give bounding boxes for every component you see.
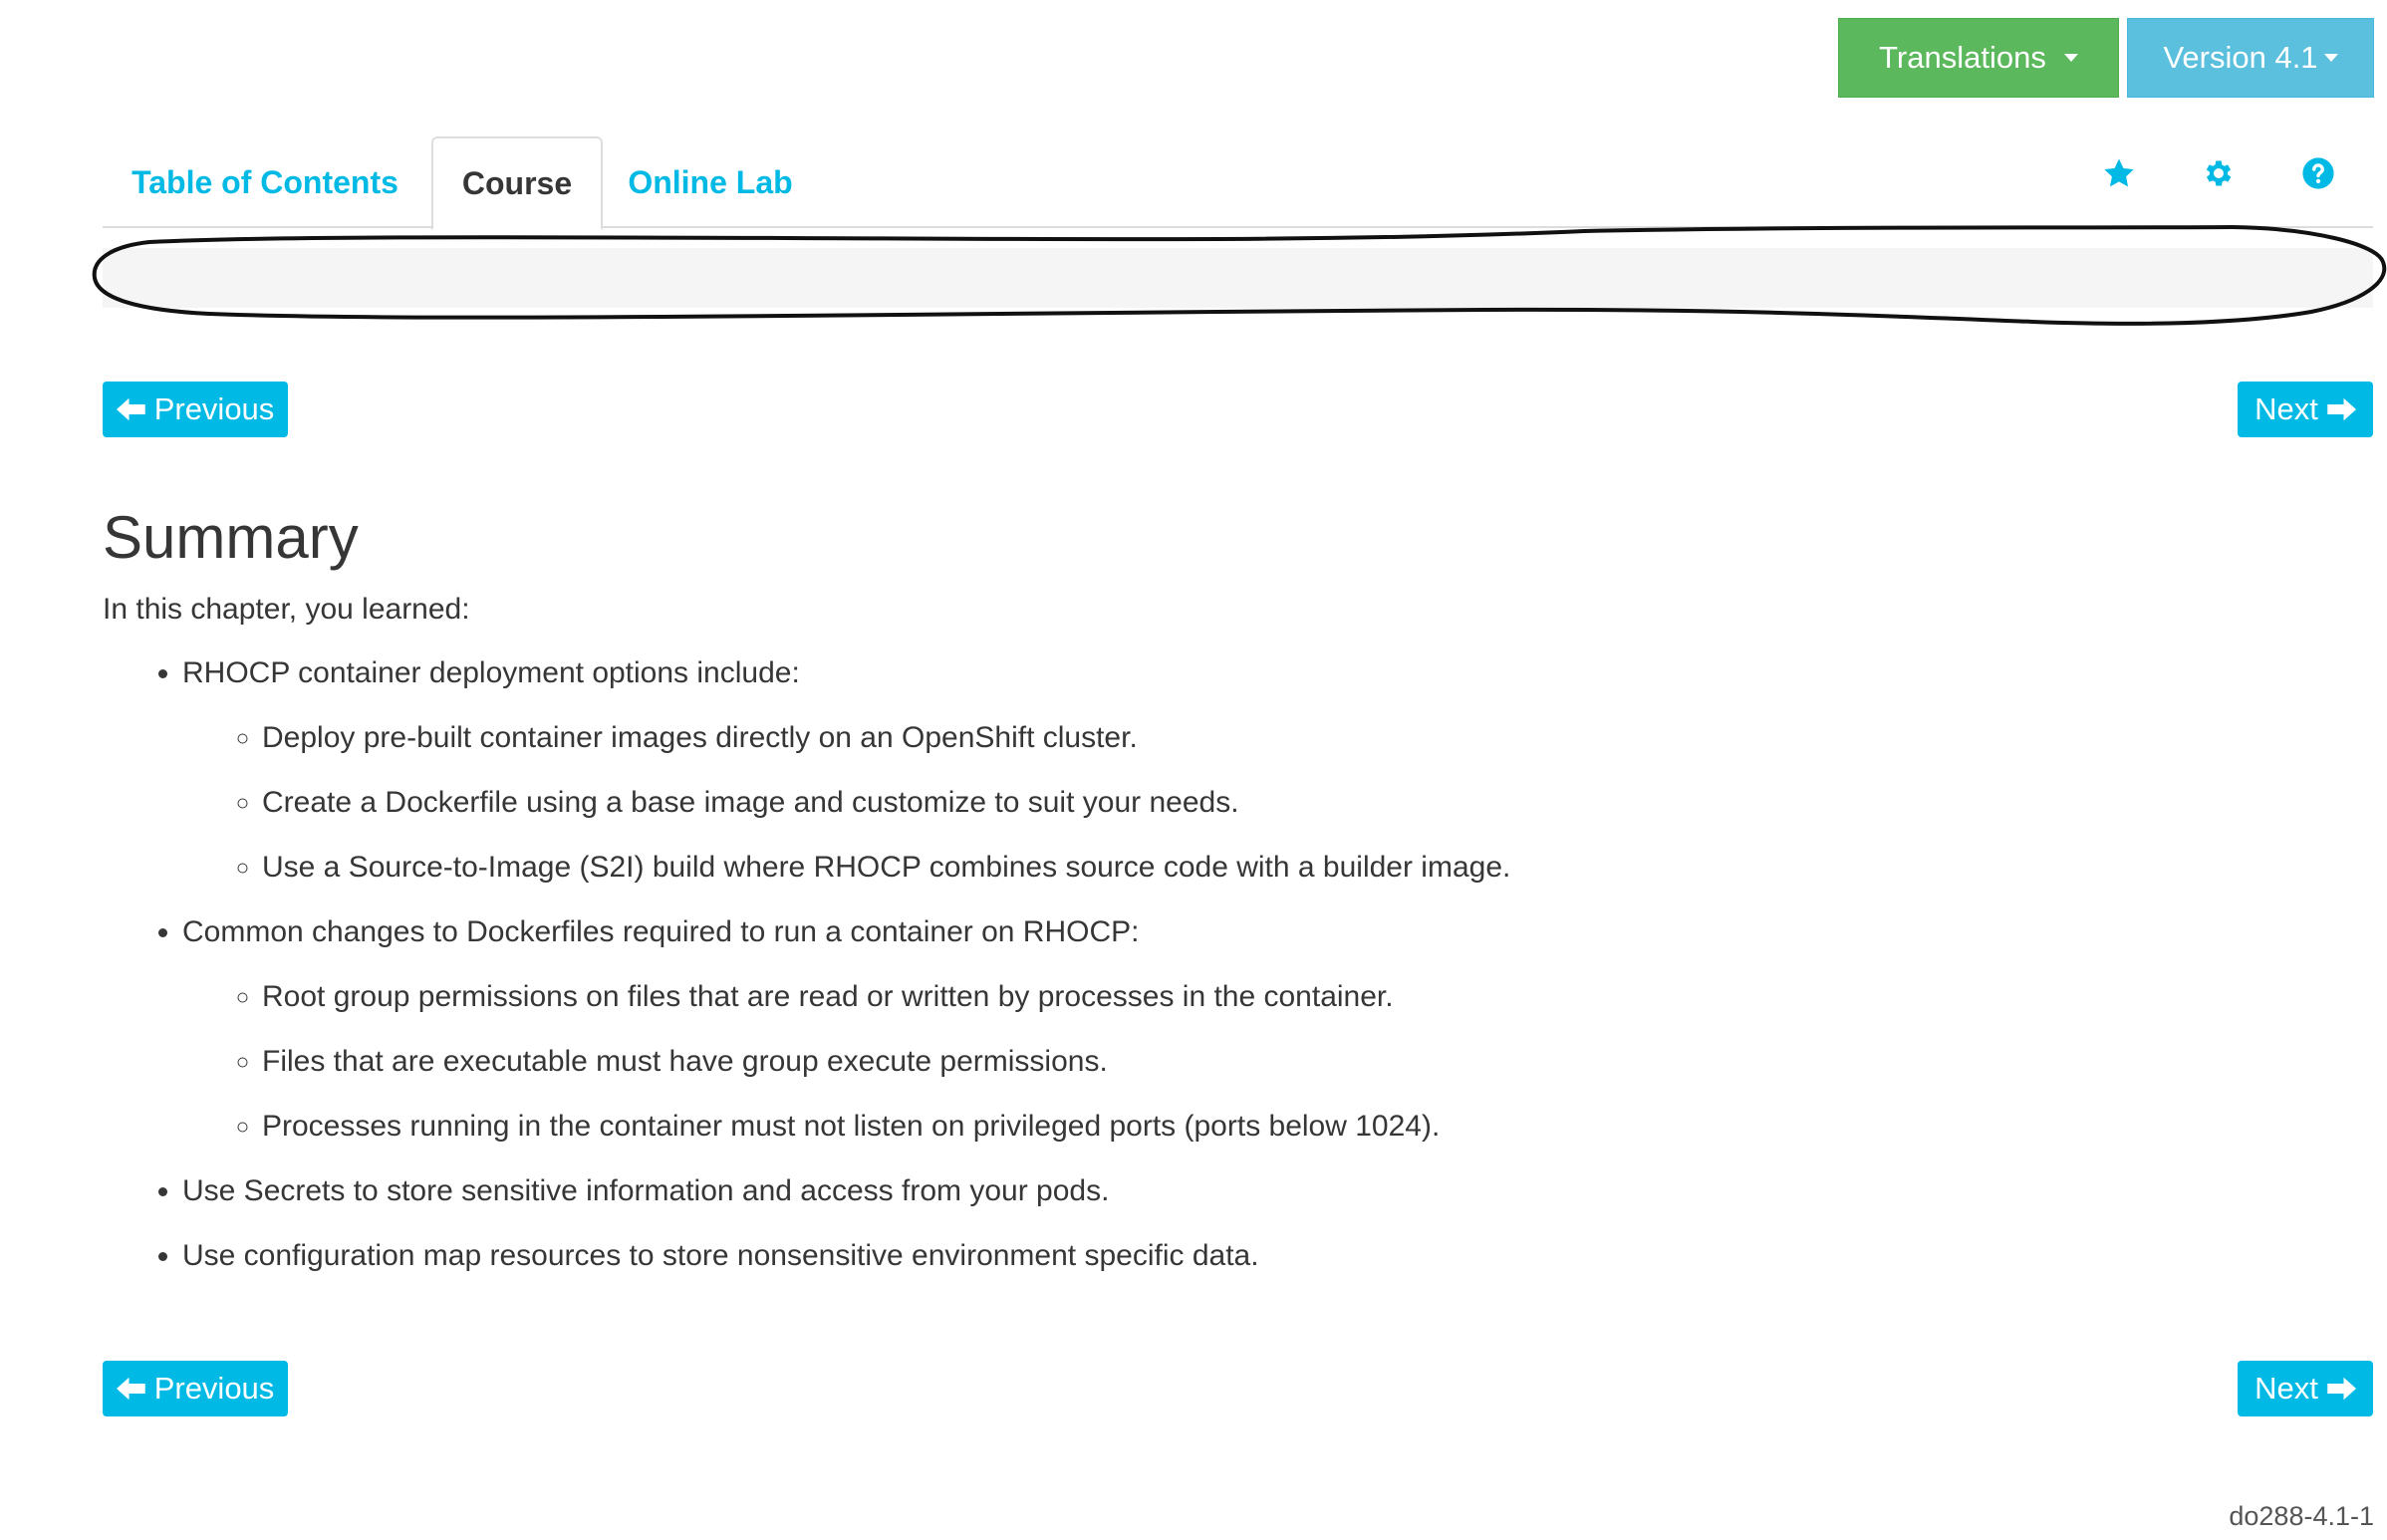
- list-item: [182, 1236, 2294, 1276]
- translations-label: Translations: [1879, 40, 2046, 75]
- next-button[interactable]: [2238, 1361, 2373, 1416]
- tab-label: Table of Contents: [132, 163, 398, 200]
- previous-button[interactable]: [103, 382, 288, 437]
- redaction-scribble: [90, 214, 2387, 339]
- version-label: Version 4.1: [2163, 40, 2318, 75]
- sub-list-item: ◦ Files that are executable must have group execute permissions.: [262, 1042, 2294, 1082]
- next-label: Next: [2254, 391, 2318, 426]
- list-item: [182, 1171, 2294, 1211]
- gear-icon[interactable]: [2200, 154, 2238, 192]
- version-dropdown[interactable]: [2127, 18, 2374, 98]
- next-button[interactable]: [2238, 382, 2373, 437]
- course-code: do288-4.1-1: [2229, 1500, 2374, 1531]
- previous-label: Previous: [153, 391, 275, 426]
- list-item: [182, 912, 2294, 1147]
- page-title: Summary: [103, 504, 359, 571]
- tab-label: Online Lab: [628, 163, 793, 200]
- list-item-text: RHOCP container deployment options include:: [182, 656, 800, 689]
- sub-list-item: ◦ Root group permissions on files that are read or written by processes in the container.: [262, 977, 2294, 1017]
- previous-label: Previous: [153, 1371, 275, 1406]
- arrow-left-icon: [117, 396, 146, 422]
- star-icon[interactable]: [2100, 154, 2138, 192]
- question-icon[interactable]: [2299, 154, 2337, 192]
- list-item: [182, 653, 2294, 888]
- main-content: [103, 498, 2294, 1301]
- sub-list-item: ◦ Create a Dockerfile using a base image and customize to suit your needs.: [262, 783, 2294, 823]
- tab-label: Course: [461, 164, 573, 201]
- caret-down-icon: [2324, 54, 2338, 62]
- intro-text: In this chapter, you learned:: [103, 593, 470, 626]
- sub-list: [182, 977, 2294, 1147]
- list-item-text: Use Secrets to store sensitive information and access from your pods.: [182, 1174, 1110, 1207]
- list-item-text: Use configuration map resources to store nonsensitive environment specific data.: [182, 1239, 1259, 1272]
- arrow-right-icon: [2326, 396, 2356, 422]
- arrow-left-icon: [117, 1376, 146, 1402]
- caret-down-icon: [2064, 54, 2078, 62]
- sub-list-item: ◦ Deploy pre-built container images directly on an OpenShift cluster.: [262, 718, 2294, 758]
- translations-dropdown[interactable]: [1838, 18, 2119, 98]
- previous-button[interactable]: [103, 1361, 288, 1416]
- arrow-right-icon: [2326, 1376, 2356, 1402]
- sub-list-item: ◦ Processes running in the container must not listen on privileged ports (ports below 1024).: [262, 1107, 2294, 1147]
- next-label: Next: [2254, 1371, 2318, 1406]
- sub-list: [182, 718, 2294, 888]
- summary-list: [103, 653, 2294, 1276]
- top-button-group: [1838, 18, 2374, 98]
- tab-icon-group: [2100, 154, 2337, 192]
- sub-list-item: ◦ Use a Source-to-Image (S2I) build where RHOCP combines source code with a builder image.: [262, 848, 2294, 888]
- list-item-text: Common changes to Dockerfiles required to run a container on RHOCP:: [182, 915, 1140, 948]
